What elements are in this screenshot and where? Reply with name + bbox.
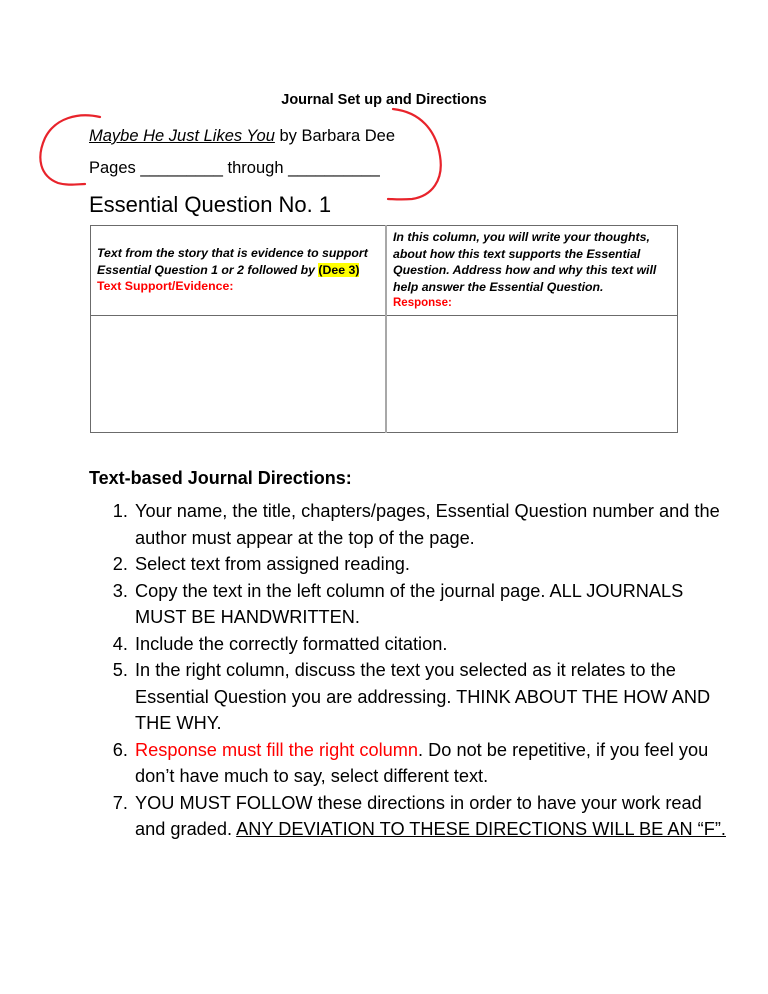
- essential-question-heading: Essential Question No. 1: [89, 192, 332, 217]
- direction-item: 7. YOU MUST FOLLOW these directions in order to have your work read and graded. ANY DEVIATION TO THESE DIRECTIONS WILL BE AN “F”.: [133, 790, 733, 843]
- journal-body-row: [91, 315, 678, 432]
- direction-item: 4. Include the correctly formatted citation.: [133, 631, 733, 658]
- direction-item: 6. Response must fill the right column. Do not be repetitive, if you feel you don’t have much to say, select different text.: [133, 737, 733, 790]
- book-author: by Barbara Dee: [274, 127, 396, 145]
- direction-item: 5. In the right column, discuss the text you selected as it relates to the Essential Question you are addressing. THINK ABOUT THE HOW AND THE WHY.: [133, 657, 733, 737]
- direction-item: 3. Copy the text in the left column of the journal page. ALL JOURNALS MUST BE HANDWRITTEN.: [133, 578, 733, 631]
- directions-heading: Text-based Journal Directions:: [89, 468, 352, 488]
- directions-list: [89, 498, 733, 843]
- direction-item: 1. Your name, the title, chapters/pages, Essential Question number and the author must appear at the top of the page.: [133, 498, 733, 551]
- book-citation-line: [89, 127, 395, 146]
- underlined-warning-text: ANY DEVIATION TO THESE DIRECTIONS WILL BE AN “F”.: [236, 819, 726, 839]
- book-title: Maybe He Just Likes You: [89, 127, 275, 145]
- right-bracket-icon: [388, 109, 441, 199]
- evidence-entry-cell[interactable]: [91, 315, 387, 432]
- citation-example-highlight: (Dee 3): [318, 262, 360, 277]
- evidence-header-cell: [91, 226, 387, 316]
- response-instruction: In this column, you will write your thoughts, about how this text supports the Essential Question. Address how and why this text will help answer the Essential Question.: [393, 230, 657, 294]
- direction-item: 2. Select text from assigned reading.: [133, 551, 733, 578]
- response-entry-cell[interactable]: [386, 315, 678, 432]
- pages-range-line: Pages _________ through __________: [89, 159, 380, 177]
- evidence-instruction: Text from the story that is evidence to support Essential Question 1 or 2 followed by (Dee 3): [97, 246, 368, 277]
- page-title: Journal Set up and Directions: [281, 92, 487, 108]
- journal-header-row: [91, 226, 678, 316]
- red-emphasis-text: Response must fill the right column: [135, 739, 419, 760]
- journal-table: [90, 225, 678, 433]
- evidence-label: Text Support/Evidence:: [97, 279, 234, 293]
- response-label: Response:: [393, 297, 452, 309]
- response-header-cell: [386, 226, 678, 316]
